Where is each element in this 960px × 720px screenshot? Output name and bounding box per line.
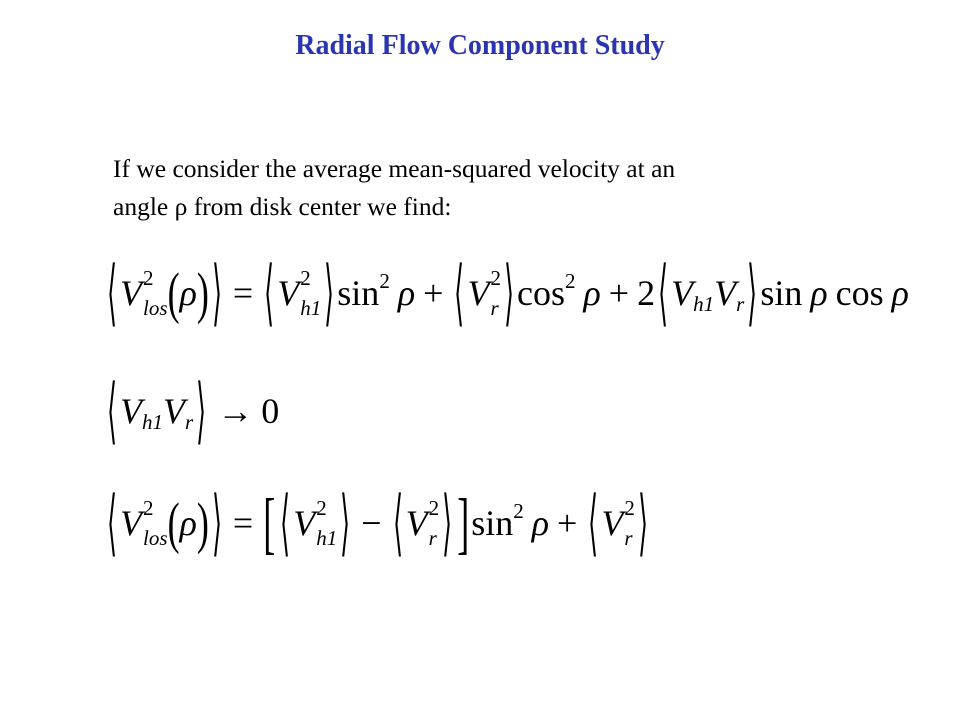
body-paragraph <box>113 150 873 226</box>
body-line-1: If we consider the average mean-squared velocity at an <box>113 154 676 183</box>
left-angle: ⟨ <box>107 253 117 333</box>
arrow: → <box>217 391 254 431</box>
var-v: V <box>120 273 143 313</box>
equation-2: ⟨ V h1 V r ⟩ → 0 <box>107 371 280 451</box>
slide-title: Radial Flow Component Study <box>295 30 665 61</box>
right-angle: ⟩ <box>211 253 222 333</box>
equation-3: ⟨ V 2 los ( ρ ) ⟩ = [ ⟨ V 2 h1 ⟩ − ⟨ V 2 r ⟩ ] sin 2 ρ + ⟨ V 2 r ⟩ <box>107 483 648 563</box>
equation-1: ⟨ V 2 los ( ρ ) ⟩ = ⟨ V 2 h1 ⟩ sin 2 ρ + ⟨ V 2 r ⟩ cos 2 ρ + 2 ⟨ V h1 V r ⟩ sin ρ cos ρ <box>107 253 909 333</box>
body-line-2: angle ρ from disk center we find: <box>113 192 452 221</box>
